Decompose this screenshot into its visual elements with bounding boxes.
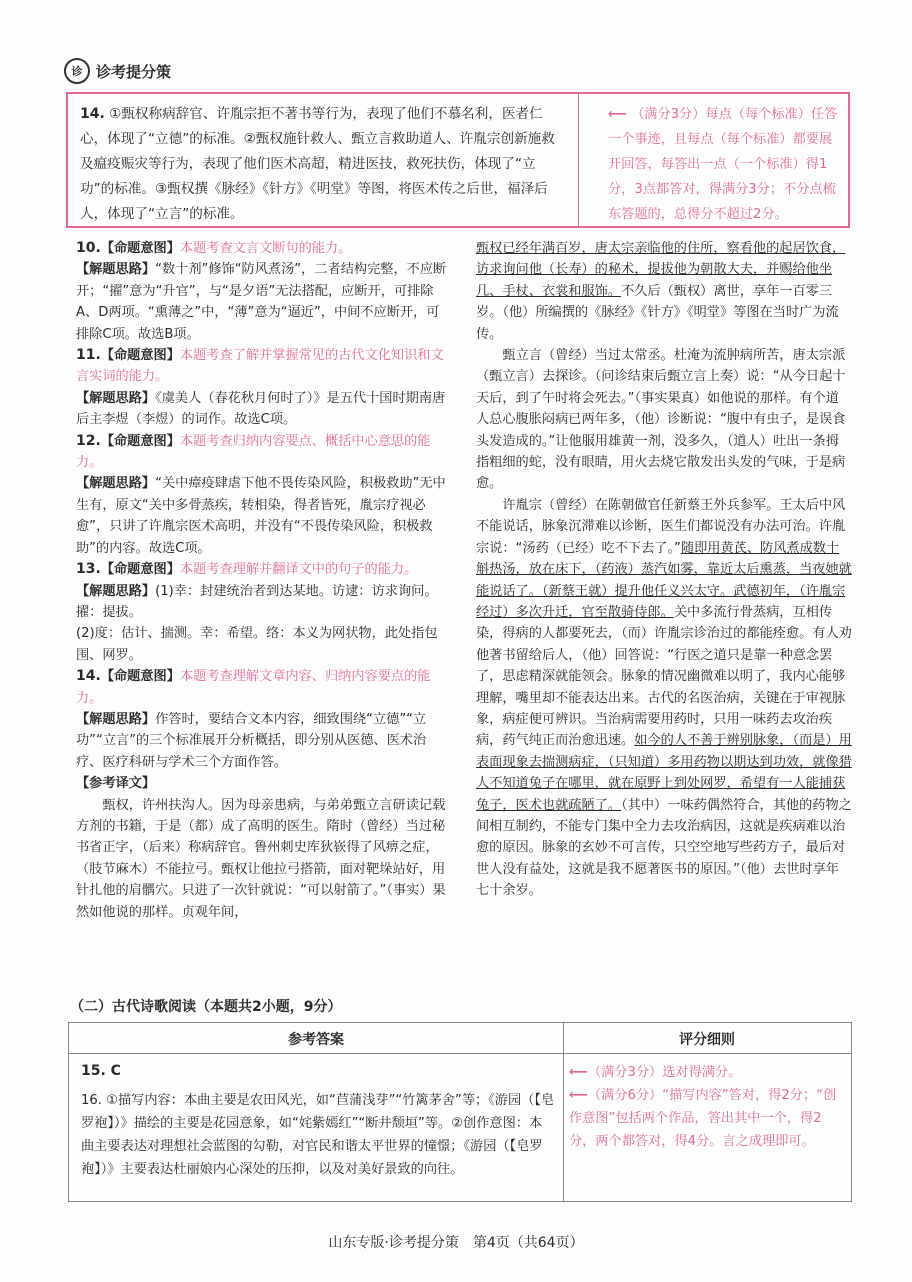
q10-intent-text: 本题考查文言文断句的能力。 bbox=[179, 241, 352, 256]
divider bbox=[578, 94, 579, 226]
q14-tip-text: 作答时，要结合文本内容，细致围绕“立德”“立功”“立言”的三个标准展开分析概括，即分别从医德、医术治疗、医疗科研与学术三个方面作答。 bbox=[76, 711, 427, 770]
q12-num: 12. bbox=[76, 432, 101, 449]
q14-tip bbox=[76, 709, 452, 773]
q13-intent-text: 本题考查理解并翻译文中的句子的能力。 bbox=[179, 562, 418, 578]
header-answer: 参考答案 bbox=[288, 1032, 344, 1048]
q11-tip-tag: 【解题思路】 bbox=[76, 390, 156, 406]
table-divider bbox=[563, 1023, 564, 1201]
translation-text-1b: 不久后（甄权）离世，享年一百零三岁。（他）所编撰的《脉经》《针方》《明堂》等图在当时广为流传。 bbox=[476, 283, 839, 342]
score-15 bbox=[569, 1061, 847, 1084]
right-column bbox=[476, 238, 852, 902]
q11-intent-text: 本题考查了解并掌握常见的古代文化知识和文言实词的能力。 bbox=[76, 348, 444, 385]
score-rules bbox=[569, 1061, 847, 1153]
q11-num: 11. bbox=[76, 347, 101, 364]
header-score: 评分细则 bbox=[679, 1032, 735, 1048]
arrow-left-icon: ⟵ bbox=[569, 1088, 588, 1103]
translation-para-1-cont bbox=[476, 238, 852, 345]
score-16-text: （满分6分）“描写内容”答对，得2分；“创作意图”包括两个作品，答出其中一个，得2分，两个都答对，得4分。言之成理即可。 bbox=[569, 1088, 837, 1149]
q14-score-rule bbox=[608, 102, 844, 227]
translation-text-3e: （其中）一味药偶然符合，其他的药物之间相互制约，不能专门集中全力去攻治病因，这就是疾病难以治愈的原因。脉象的玄妙不可言传，只空空地写些药方子，最后对世人没有益处，这就是我不愿著医书的原因。”（他）去世时享年七十余岁。 bbox=[476, 797, 852, 899]
translation-para-1: 甄权，许州扶沟人。因为母亲患病，与弟弟甄立言研读记载方剂的书籍，于是（都）成了高明的医生。隋时（曾经）当过秘书省正字，（后来）称病辞官。鲁州刺史库狄嵚得了风痹之症，（肢节麻木）不能拉弓。甄权让他拉弓搭箭，面对靶垛站好，用针扎他的肩髃穴。只进了一次针就说：“可以射箭了。”（事实）果然如他说的那样。贞观年间， bbox=[76, 797, 446, 920]
q13-num: 13. bbox=[76, 561, 101, 578]
q10-tip-tag: 【解题思路】 bbox=[76, 262, 156, 278]
answer-15: 15. C bbox=[81, 1063, 121, 1079]
brand-logo-icon: 诊 bbox=[64, 58, 90, 84]
q14-answer-num: 14. bbox=[80, 106, 105, 122]
arrow-left-icon: ⟵ bbox=[608, 107, 627, 122]
q14-answer-box bbox=[66, 92, 850, 228]
brand bbox=[64, 58, 171, 84]
score-16 bbox=[569, 1084, 847, 1153]
q12-intent-text: 本题考查归纳内容要点、概括中心意思的能力。 bbox=[76, 433, 431, 471]
q13-tag: 【命题意图】 bbox=[100, 562, 180, 578]
score-15-text: （满分3分）选对得满分。 bbox=[587, 1065, 742, 1080]
translation-underlined-1: 甄权已经年满百岁，唐太宗亲临他的住所，察看他的起居饮食，访求询问他（长寿）的秘术，提拔他为朝散大夫，并赐给他坐几、手杖、衣裳和服饰。 bbox=[476, 241, 846, 299]
q13-tip bbox=[76, 581, 452, 624]
brand-name: 诊考提分策 bbox=[96, 62, 172, 81]
q10-tip bbox=[76, 259, 452, 345]
q13-tip-2: (2)度：估计、揣测。幸：希望。络：本义为网状物，此处指包围、网罗。 bbox=[76, 626, 438, 663]
translation-heading: 【参考译文】 bbox=[76, 776, 156, 792]
q12-tag: 【命题意图】 bbox=[100, 433, 180, 449]
q14-tag: 【命题意图】 bbox=[100, 669, 180, 685]
translation-text-3a: 许胤宗（曾经）在陈朝做官任新蔡王外兵参军。王太后中风不能说话，脉象沉滞难以诊断，医生们都说没有办法可治。许胤宗说：“汤药（已经）吃不下去了。” bbox=[476, 497, 846, 556]
table-header bbox=[69, 1023, 851, 1054]
translation-text-3c: 关中多流行骨蒸病，互相传染，得病的人都要死去，（而）许胤宗诊治过的都能痊愈。有人劝他著书留给后人，（他）回答说：“行医之道只是靠一种意念罢了，思虑精深就能领会。脉象的情况幽微难以明了，我内心能够理解，嘴里却不能表达出来。古代的名医治病，关键在于审视脉象，病症便可辨识。当治病需要用药时，只用一味药去攻治疾病，药气纯正而治愈迅速。 bbox=[476, 604, 852, 749]
q11-tip-text: 《虞美人（春花秋月何时了）》是五代十国时期南唐后主李煜（李煜）的词作。故选C项。 bbox=[76, 390, 446, 428]
q12-intent bbox=[76, 431, 452, 474]
q13-intent bbox=[76, 559, 452, 580]
translation-underlined-3b: 随即用黄芪、防风煮成数十斛热汤，放在床下，（药液）蒸汽如雾，靠近太后熏蒸，当夜她就能说话了。（新蔡王就）提升他任义兴太守。武德初年，（许胤宗经过）多次升迁，官至散骑侍郎。 bbox=[476, 540, 852, 620]
left-column bbox=[76, 238, 452, 923]
q14-num: 14. bbox=[76, 668, 101, 685]
q11-intent bbox=[76, 345, 452, 388]
q13-tip-tag: 【解题思路】 bbox=[76, 583, 156, 599]
q14-answer bbox=[80, 102, 560, 227]
q14-intent-text: 本题考查理解文章内容、归纳内容要点的能力。 bbox=[76, 669, 431, 706]
q12-tip bbox=[76, 473, 452, 559]
translation-para-3 bbox=[476, 495, 852, 902]
section-2-title: （二）古代诗歌阅读（本题共2小题，9分） bbox=[70, 999, 342, 1015]
q11-tag: 【命题意图】 bbox=[100, 348, 180, 364]
q10-tip-text: “数十剂”修饰“防风煮汤”，二者结构完整，不应断开；“擢”意为“升官”，与“是夕语”无法搭配，应断开，可排除A、D两项。“熏薄之”中，“薄”意为“逼近”，中间不应断开，可排除C项。故选B项。 bbox=[76, 262, 447, 342]
page-footer: 山东专版·诊考提分策 第4页（共64页） bbox=[328, 1235, 584, 1251]
translation-underlined-3d: 如今的人不善于辨别脉象，（而是）用表面现象去揣测病症，（只知道）多用药物以期达到功效，就像猎人不知道兔子在哪里，就在原野上到处网罗，希望有一人能捕获兔子，医术也就疏陋了。 bbox=[476, 733, 852, 813]
q12-tip-text: “关中瘴疫肆虐下他不畏传染风险，积极救助”无中生有，原文“关中多骨蒸疾，转相染，得者皆死，胤宗疗视必愈”，只讲了许胤宗医术高明，并没有“不畏传染风险，积极救助”的内容。故选C项。 bbox=[76, 476, 446, 556]
q14-intent bbox=[76, 666, 452, 709]
q10-tag: 【命题意图】 bbox=[100, 241, 180, 256]
q14-score-text: （满分3分）每点（每个标准）任答一个事迹，且每点（每个标准）都要展开回答，每答出一点（一个标准）得1分，3点都答对，得满分3分；不分点梳东答题的，总得分不超过2分。 bbox=[608, 107, 838, 222]
q10-intent bbox=[76, 238, 452, 259]
q11-tip bbox=[76, 388, 452, 431]
translation-para-2: 甄立言（曾经）当过太常丞。杜淹为流肿病所苦，唐太宗派（甄立言）去探诊。（问诊结束后甄立言上奏）说：“从今日起十天后，到了午时将会死去。”（事实果真）如他说的那样。有个道人总心腹胀闷病已两年多，（他）诊断说：“腹中有虫子，是误食头发造成的。”让他服用雄黄一剂，没多久，（道人）吐出一条拇指粗细的蛇，没有眼睛，用火去烧它散发出头发的气味，于是病愈。 bbox=[476, 348, 846, 492]
q14-tip-tag: 【解题思路】 bbox=[76, 711, 156, 727]
answer-table bbox=[68, 1022, 852, 1202]
q14-answer-text: ①甄权称病辞官、许胤宗拒不著书等行为，表现了他们不慕名利，医者仁心，体现了“立德”的标准。②甄权施针救人、甄立言救助道人、许胤宗创新施救及瘟疫赈灾等行为，表现了他们医术高超，精进医技，救死扶伤，体现了“立功”的标准。③甄权撰《脉经》《针方》《明堂》等图，将医术传之后世，福泽后人，体现了“立言”的标准。 bbox=[80, 106, 555, 222]
q12-tip-tag: 【解题思路】 bbox=[76, 476, 156, 492]
arrow-left-icon: ⟵ bbox=[569, 1065, 588, 1080]
q13-tip-1: (1)幸：封建统治者到达某地。访逮：访求询问。擢：提拔。 bbox=[76, 583, 438, 620]
answer-16: 16. ①描写内容：本曲主要是农田风光，如“苣蒲浅芽”“竹篱茅舍”等；《游园（【皂罗袍】）》描绘的主要是花园意象，如“姹紫嫣红”“断井颓垣”等。②创作意图：本曲主要表达对理想社会蓝图的勾勒，对官民和谐太平世界的憧憬；《游园（【皂罗袍】）》主要表达杜丽娘内心深处的压抑，以及对美好景致的向往。 bbox=[81, 1093, 555, 1177]
q10-num: 10. bbox=[76, 240, 101, 256]
